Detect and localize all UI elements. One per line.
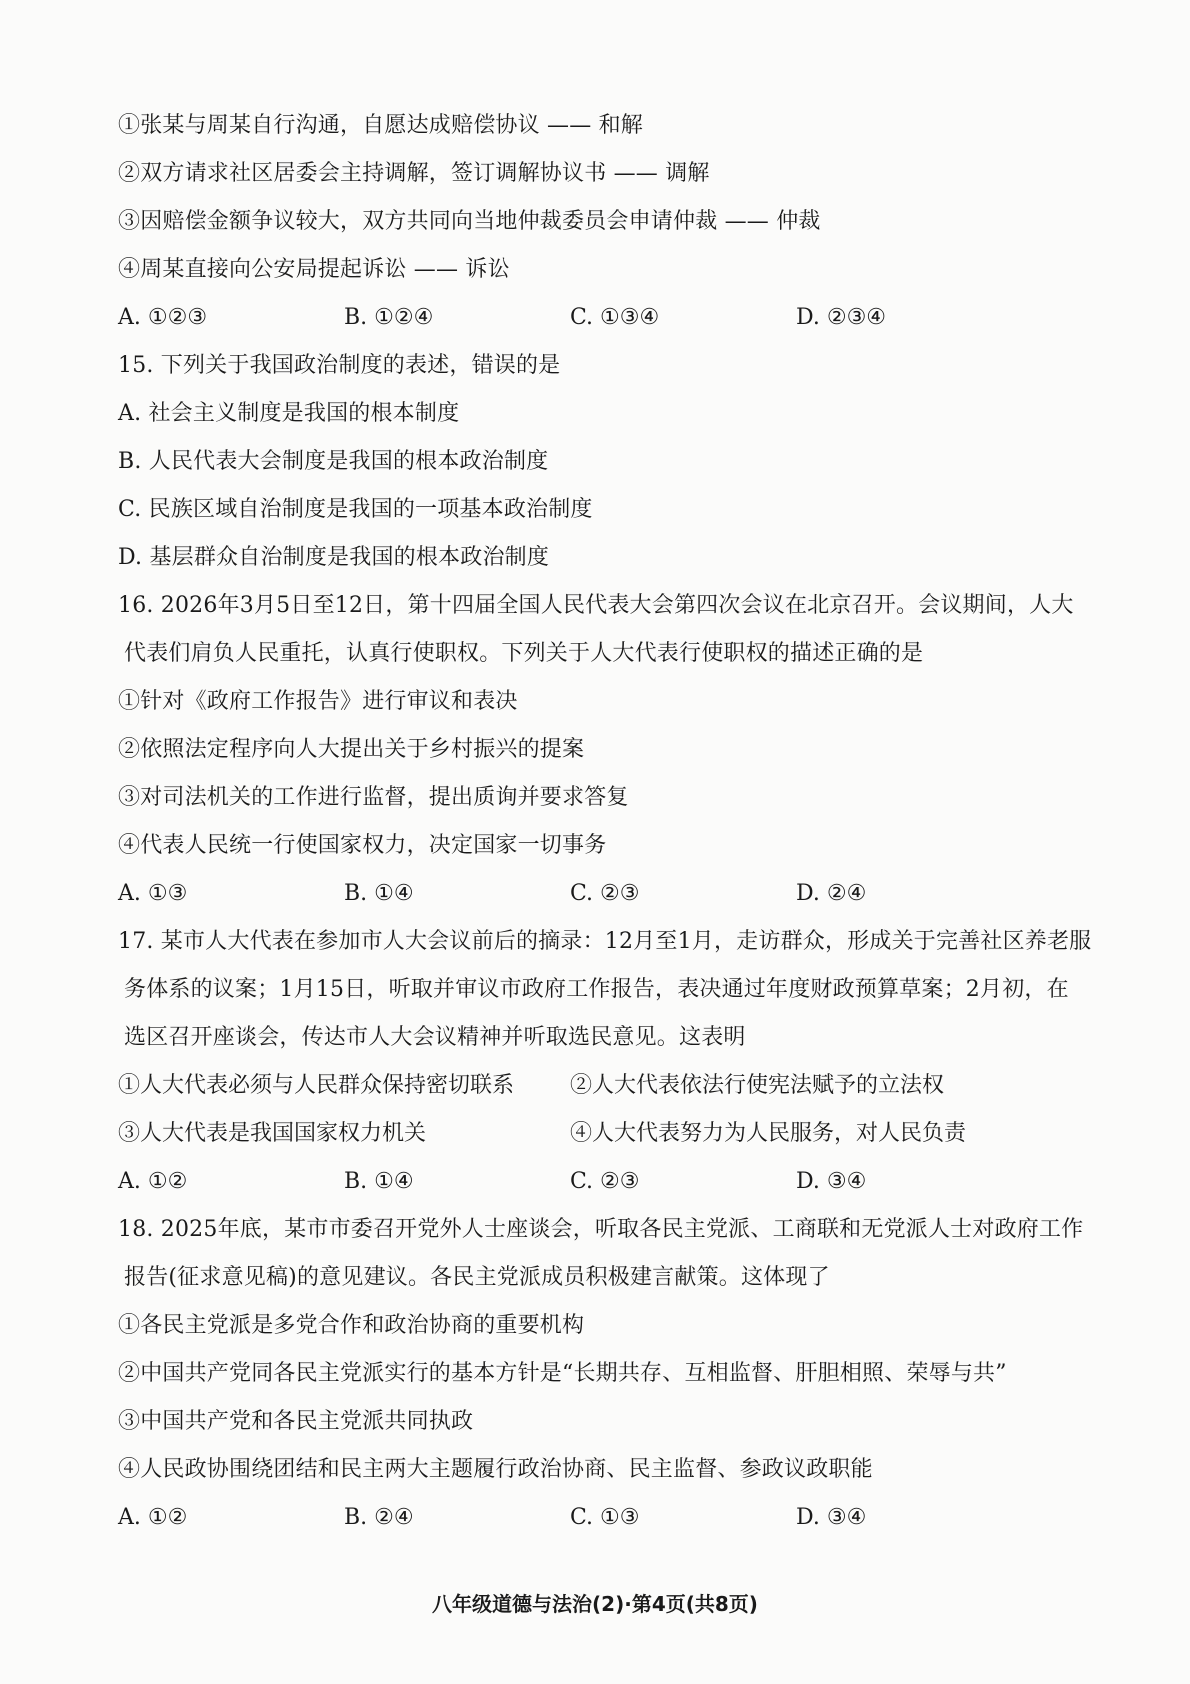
q17-stem-line-1: 17. 某市人大代表在参加市人大会议前后的摘录：12月至1月，走访群众，形成关于完善社区养老服: [118, 929, 1092, 954]
q14-item-1: ①张某与周某自行沟通，自愿达成赔偿协议 —— 和解: [118, 113, 643, 138]
question-18: [118, 1214, 1084, 1550]
q17-item-4: ④人大代表努力为人民服务，对人民负责: [570, 1121, 967, 1146]
q16-item-3: ③对司法机关的工作进行监督，提出质询并要求答复: [118, 785, 629, 810]
q16-option-d: D. ②④: [796, 881, 867, 906]
page-footer: 八年级道德与法治(2)·第4页(共8页): [432, 1592, 758, 1616]
q14-option-b: B. ①②④: [344, 305, 434, 330]
q17-items-row-1: [118, 1070, 1078, 1118]
q14-item-3: ③因赔偿金额争议较大，双方共同向当地仲裁委员会申请仲裁 —— 仲裁: [118, 209, 821, 234]
q18-item-1: ①各民主党派是多党合作和政治协商的重要机构: [118, 1313, 585, 1338]
q15-choice-a: A. 社会主义制度是我国的根本制度: [118, 401, 460, 426]
q15-stem: 15. 下列关于我国政治制度的表述，错误的是: [118, 353, 561, 378]
question-14-continuation: [118, 110, 1078, 350]
q14-option-d: D. ②③④: [796, 305, 887, 330]
q18-option-d: D. ③④: [796, 1505, 867, 1530]
q14-item-4: ④周某直接向公安局提起诉讼 —— 诉讼: [118, 257, 510, 282]
q18-item-2: ②中国共产党同各民主党派实行的基本方针是“长期共存、互相监督、肝胆相照、荣辱与共”: [118, 1361, 1007, 1386]
q17-option-c: C. ②③: [570, 1169, 640, 1194]
q15-choice-c: C. 民族区域自治制度是我国的一项基本政治制度: [118, 497, 593, 522]
q17-option-d: D. ③④: [796, 1169, 867, 1194]
q18-stem-line-2: 报告(征求意见稿)的意见建议。各民主党派成员积极建言献策。这体现了: [124, 1265, 830, 1290]
q17-item-2: ②人大代表依法行使宪法赋予的立法权: [570, 1073, 945, 1098]
q17-items-row-2: [118, 1118, 1078, 1166]
q17-item-1: ①人大代表必须与人民群众保持密切联系: [118, 1073, 515, 1098]
q15-choice-d: D. 基层群众自治制度是我国的根本政治制度: [118, 545, 550, 570]
q16-item-1: ①针对《政府工作报告》进行审议和表决: [118, 689, 518, 714]
q17-options: [118, 1166, 1078, 1214]
q16-item-2: ②依照法定程序向人大提出关于乡村振兴的提案: [118, 737, 585, 762]
q18-stem-line-1: 18. 2025年底，某市市委召开党外人士座谈会，听取各民主党派、工商联和无党派人士对政府工作: [118, 1217, 1084, 1242]
question-15: [118, 350, 1078, 590]
q16-option-c: C. ②③: [570, 881, 640, 906]
q14-item-2: ②双方请求社区居委会主持调解，签订调解协议书 —— 调解: [118, 161, 710, 186]
q17-option-a: A. ①②: [118, 1169, 188, 1194]
q16-stem-line-2: 代表们肩负人民重托，认真行使职权。下列关于人大代表行使职权的描述正确的是: [124, 641, 924, 666]
q16-stem-line-1: 16. 2026年3月5日至12日，第十四届全国人民代表大会第四次会议在北京召开。会议期间，人大: [118, 593, 1074, 618]
q18-option-a: A. ①②: [118, 1505, 188, 1530]
question-16: [118, 590, 1078, 926]
q17-stem-line-3: 选区召开座谈会，传达市人大会议精神并听取选民意见。这表明: [124, 1025, 746, 1050]
q17-option-b: B. ①④: [344, 1169, 414, 1194]
q15-choice-b: B. 人民代表大会制度是我国的根本政治制度: [118, 449, 549, 474]
question-17: [118, 926, 1092, 1214]
q16-option-b: B. ①④: [344, 881, 414, 906]
q16-options: [118, 878, 1078, 926]
q18-option-b: B. ②④: [344, 1505, 414, 1530]
q16-option-a: A. ①③: [118, 881, 188, 906]
q17-item-3: ③人大代表是我国国家权力机关: [118, 1121, 427, 1146]
q18-item-3: ③中国共产党和各民主党派共同执政: [118, 1409, 474, 1434]
q18-option-c: C. ①③: [570, 1505, 640, 1530]
q14-option-a: A. ①②③: [118, 305, 208, 330]
q14-options: [118, 302, 1078, 350]
q18-options: [118, 1502, 1078, 1550]
page-content: [118, 110, 1092, 1550]
q18-item-4: ④人民政协围绕团结和民主两大主题履行政治协商、民主监督、参政议政职能: [118, 1457, 873, 1482]
q17-stem-line-2: 务体系的议案；1月15日，听取并审议市政府工作报告，表决通过年度财政预算草案；2月初，在: [124, 977, 1069, 1002]
q14-option-c: C. ①③④: [570, 305, 660, 330]
q16-item-4: ④代表人民统一行使国家权力，决定国家一切事务: [118, 833, 607, 858]
